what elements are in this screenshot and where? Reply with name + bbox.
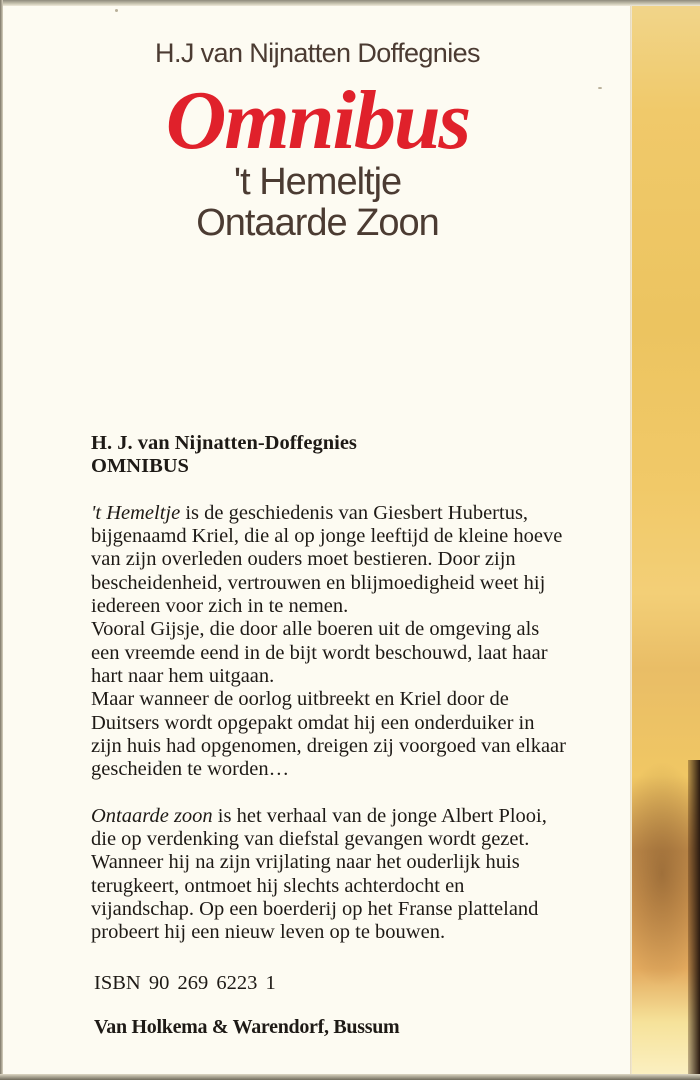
blurb-paragraph-ontaarde-zoon bbox=[91, 805, 631, 945]
blurb-paragraph-hemeltje bbox=[91, 502, 631, 782]
blurb-line: van zijn overleden ouders moet bestieren. Door zijn bbox=[91, 548, 516, 571]
cover-subtitle-hemeltje: 't Hemeltje bbox=[233, 161, 402, 203]
blurb-line: gescheiden te worden… bbox=[91, 758, 290, 781]
blurb-line: Duitsers wordt opgepakt omdat hij een onderduiker in bbox=[91, 711, 535, 734]
book-title-italic: 't Hemeltje bbox=[91, 501, 181, 524]
blurb-line: bijgenaamd Kriel, die al op jonge leeftijd de kleine hoeve bbox=[91, 525, 563, 548]
blurb-line: vijandschap. Op een boerderij op het Franse platteland bbox=[91, 897, 539, 920]
spacer bbox=[91, 479, 631, 502]
back-cover-panel bbox=[3, 5, 632, 1074]
blurb-line: een vreemde eend in de bijt wordt beschouwd, laat haar bbox=[91, 641, 548, 664]
blurb-line: Vooral Gijsje, die door alle boeren uit de omgeving als bbox=[91, 618, 540, 641]
blurb-line: bescheidenheid, vertrouwen en blijmoedigheid weet hij bbox=[91, 571, 546, 594]
blurb-line: die op verdenking van diefstal gevangen wordt gezet. bbox=[91, 828, 530, 851]
paper-speck bbox=[598, 87, 602, 89]
cover-bottom-edge bbox=[0, 1074, 700, 1080]
paper-speck bbox=[115, 9, 118, 12]
cover-subtitle-ontaarde-zoon: Ontaarde Zoon bbox=[196, 202, 439, 244]
blurb-line: iedereen voor zich in te nemen. bbox=[91, 595, 349, 618]
blurb-line: terugkeert, ontmoet hij slechts achterdocht en bbox=[91, 874, 465, 897]
blurb-line bbox=[91, 502, 631, 525]
book-title-italic: Ontaarde zoon bbox=[91, 804, 213, 827]
blurb-series: OMNIBUS bbox=[91, 455, 189, 478]
blurb-line: Maar wanneer de oorlog uitbreekt en Kriel door de bbox=[91, 688, 509, 711]
publisher-imprint: Van Holkema & Warendorf, Bussum bbox=[94, 1016, 400, 1038]
blurb-line-text: is het verhaal van de jonge Albert Plooi, bbox=[212, 804, 547, 827]
blurb-text bbox=[91, 432, 631, 945]
blurb-line: hart naar hem uitgaan. bbox=[91, 664, 275, 687]
blurb-line bbox=[91, 805, 631, 828]
spine-shadow bbox=[688, 760, 700, 1076]
blurb-line: zijn huis had opgenomen, dreigen zij voorgoed van elkaar bbox=[91, 734, 566, 757]
cover-author-name: H.J van Nijnatten Doffegnies bbox=[155, 38, 480, 68]
cover-top-edge bbox=[0, 0, 700, 6]
blurb-line-text: is de geschiedenis van Giesbert Hubertus, bbox=[180, 501, 529, 524]
spacer bbox=[91, 781, 631, 804]
blurb-line: Wanneer hij na zijn vrijlating naar het ouderlijk huis bbox=[91, 851, 520, 874]
blurb-line: probeert hij een nieuw leven op te bouwen. bbox=[91, 921, 446, 944]
blurb-author: H. J. van Nijnatten-Doffegnies bbox=[91, 432, 357, 454]
cover-left-edge bbox=[0, 0, 3, 1080]
cover-title: Omnibus bbox=[165, 74, 470, 167]
isbn-number: ISBN 90 269 6223 1 bbox=[94, 972, 276, 994]
